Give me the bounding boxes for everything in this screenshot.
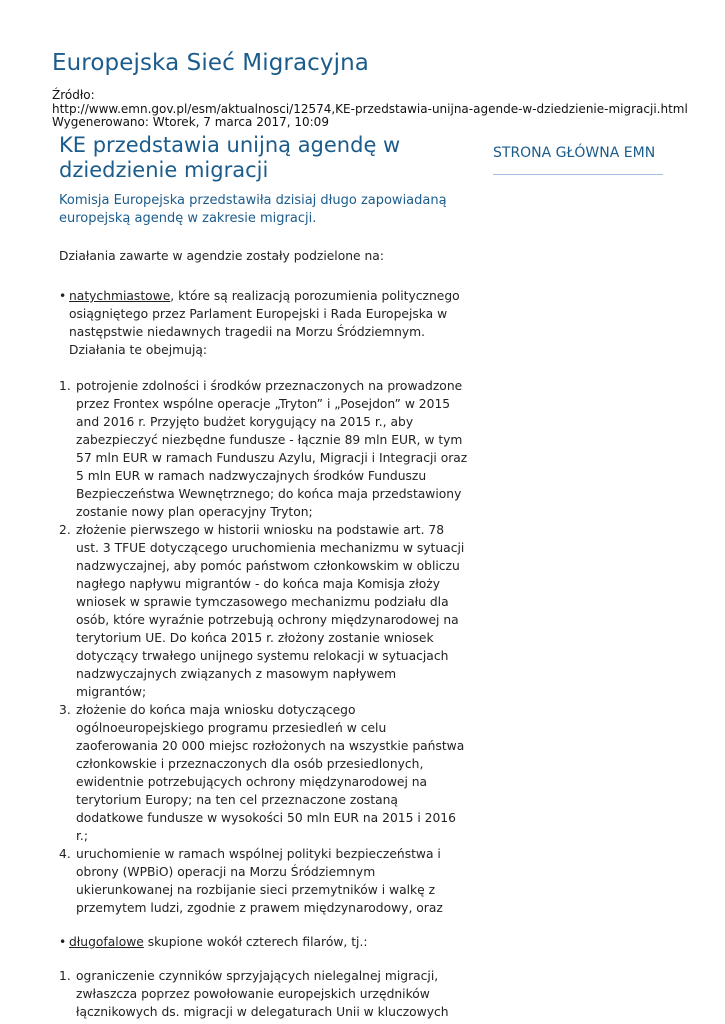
list-item: 1. potrojenie zdolności i środków przeznaczonych na prowadzone przez Frontex wspólne operacje „Tryton” i „Posejdon” w 2015 and 2016 r. Przyjęto budżet korygujący na 2015 r., aby zabezpieczyć niezbędne fundusze - łącznie 89 mln EUR, w tym 57 mln EUR w ramach Funduszu Azylu, Migracji i Integracji oraz 5 mln EUR w ramach nadzwyczajnych środków Funduszu Bezpieczeństwa Wewnętrznego; do końca maja przedstawiony zostanie nowy plan operacyjny Tryton; [59, 379, 468, 519]
longterm-actions-list [59, 967, 469, 1021]
keyword-longterm: długofalowe [69, 935, 144, 949]
site-title: Europejska Sieć Migracyjna [52, 50, 369, 76]
keyword-immediate: natychmiastowe [69, 289, 171, 303]
list-item: 4. uruchomienie w ramach wspólnej polityki bezpieczeństwa i obrony (WPBiO) operacji na Morzu Śródziemnym ukierunkowanej na rozbijanie sieci przemytników i walkę z przemytem ludzi, zgodnie z prawem międzynarodowy, oraz [59, 847, 443, 915]
sidebar-divider [493, 174, 663, 175]
bullet-longterm [59, 933, 469, 951]
bullet-dot-icon: • [59, 935, 67, 949]
article-body [59, 247, 469, 1021]
article-lead: Komisja Europejska przedstawiła dzisiaj długo zapowiadaną europejską agendę w zakresie migracji. [59, 193, 447, 226]
bullet-dot-icon: • [59, 289, 67, 303]
list-item: 3. złożenie do końca maja wniosku dotyczącego ogólnoeuropejskiego programu przesiedleń w celu zaoferowania 20 000 miejsc rozłożonych na wszystkie państwa członkowskie i przeznaczonych dla osób przesiedlonych, ewidentnie potrzebujących ochrony międzynarodowej na terytorium Europy; na ten cel przeznaczone zostaną dodatkowe fundusze w wysokości 50 mln EUR na 2015 i 2016 r.; [59, 703, 465, 843]
sidebar [493, 145, 663, 175]
source-label: Źródło: [52, 88, 95, 102]
source-url: http://www.emn.gov.pl/esm/aktualnosci/12574,KE-przedstawia-unijna-agende-w-dziedzienie-migracji.html [52, 101, 688, 116]
article-title: KE przedstawia unijną agendę w dziedzienie migracji [59, 133, 401, 182]
emn-home-link[interactable]: STRONA GŁÓWNA EMN [493, 145, 656, 161]
bullet-immediate-text: , które są realizacją porozumienia politycznego osiągniętego przez Parlament Europejski i Rada Europejska w następstwie niedawnych tragedii na Morzu Śródziemnym. Działania te obejmują: [69, 289, 460, 357]
list-item: 1. ograniczenie czynników sprzyjających nielegalnej migracji, zwłaszcza poprzez powołowanie europejskich urzędników łącznikowych ds. migracji w delegaturach Unii w kluczowych [59, 969, 449, 1019]
bullet-longterm-text: skupione wokół czterech filarów, tj.: [143, 935, 368, 949]
generated-timestamp: Wygenerowano: Wtorek, 7 marca 2017, 10:09 [52, 115, 329, 129]
list-item: 2. złożenie pierwszego w historii wniosku na podstawie art. 78 ust. 3 TFUE dotyczącego uruchomienia mechanizmu w sytuacji nadzwyczajnej, aby pomóc państwom członkowskim w obliczu nagłego napływu migrantów - do końca maja Komisja złoży wniosek w sprawie tymczasowego mechanizmu podziału dla osób, które wyraźnie potrzebują ochrony międzynarodowej na terytorium UE. Do końca 2015 r. złożony zostanie wniosek dotyczący trwałego unijnego systemu relokacji w sytuacjach nadzwyczajnych związanych z masowym napływem migrantów; [59, 523, 465, 699]
immediate-actions-list [59, 377, 469, 917]
bullet-immediate [59, 287, 469, 359]
page-meta [52, 89, 688, 130]
intro-paragraph: Działania zawarte w agendzie zostały podzielone na: [59, 249, 384, 263]
